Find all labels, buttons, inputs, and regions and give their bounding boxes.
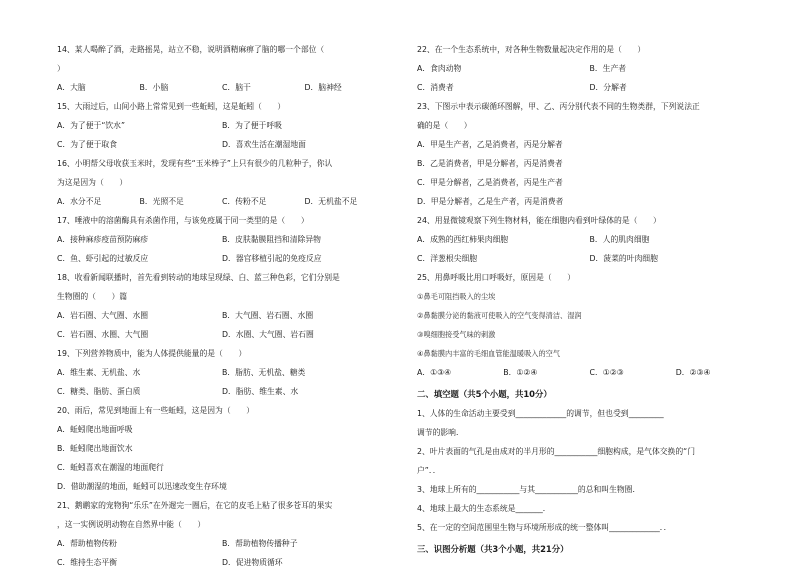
option: A．食肉动物 [417, 64, 462, 73]
text-line: D．借助潮湿的地面，蚯蚓可以迅速改变生存环境 [57, 482, 227, 491]
text-line: 20、雨后，常见到地面上有一些蚯蚓，这是因为（ ） [57, 406, 255, 415]
option: D．器官移植引起的免疫反应 [222, 254, 322, 263]
option: B．小脑 [139, 83, 169, 92]
option: A．成熟的西红柿果肉细胞 [417, 235, 509, 244]
option: D．水圈、大气圈、岩石圈 [222, 330, 314, 339]
section-heading: 二、填空题（共5个小题，共10分） [417, 389, 552, 399]
left-column [57, 40, 387, 572]
option: C．传粉不足 [222, 197, 267, 206]
text-line: ，这一实例说明动物在自然界中能（ ） [57, 520, 206, 529]
option: A．水分不足 [57, 197, 102, 206]
text-line: 4、地球上最大的生态系统是_______． [417, 504, 551, 513]
right-column [417, 40, 762, 559]
option-row [57, 325, 387, 344]
section-heading: 三、识图分析题（共3个小题，共21分） [417, 544, 569, 554]
text-line: 3、地球上所有的___________与其___________的总和叫生物圈． [417, 485, 641, 494]
option-row [57, 192, 387, 211]
option: B．生产者 [589, 64, 627, 73]
text-line: D．甲是分解者，乙是生产者，丙是消费者 [417, 197, 564, 206]
option: C．岩石圈、水圈、大气圈 [57, 330, 149, 339]
text-line: B．乙是消费者，甲是分解者，丙是消费者 [417, 159, 563, 168]
option-row [417, 249, 762, 268]
option: C．糖类、脂肪、蛋白质 [57, 387, 141, 396]
option-row [57, 553, 387, 572]
option: B．光照不足 [139, 197, 184, 206]
text-line: ） [57, 64, 65, 73]
option: A．①③④ [417, 368, 452, 377]
option: D．喜欢生活在潮湿地面 [222, 140, 306, 149]
option-row [57, 382, 387, 401]
option: C．脑干 [222, 83, 251, 92]
option: B．人的肌肉细胞 [589, 235, 650, 244]
text-line: B．蚯蚓爬出地面饮水 [57, 444, 133, 453]
statement-line: ③嗅细胞接受气味的刺激 [417, 330, 496, 339]
option: A．为了便于“饮水” [57, 121, 125, 130]
option: A．岩石圈、大气圈、水圈 [57, 311, 149, 320]
text-line: 23、下图示中表示碳循环图解，甲、乙、丙分别代表不同的生物类群，下列说法正 [417, 102, 700, 111]
text-line: C．甲是分解者，乙是消费者，丙是生产者 [417, 178, 563, 187]
text-line: 17、唾液中的溶菌酶具有杀菌作用，与该免疫属于同一类型的是（ ） [57, 216, 309, 225]
option: D．分解者 [589, 83, 627, 92]
option: D．促进物质循环 [222, 558, 283, 567]
option: B．①②④ [503, 368, 538, 377]
text-line: 21、鹅鹕家的宠物狗“乐乐”在外遛完一圈后，在它的皮毛上粘了很多苍耳的果实 [57, 501, 333, 510]
option-row [417, 363, 762, 382]
option: D．②③④ [675, 368, 711, 377]
option: B．为了便于呼吸 [222, 121, 282, 130]
text-line: 2、叶片表面的气孔是由成对的半月形的___________细胞构成，是气体交换的“门 [417, 447, 695, 456]
text-line: 14、某人喝醉了酒，走路摇晃，站立不稳，说明酒精麻痹了脑的哪一个部位（ [57, 45, 325, 54]
option: D．脂肪、维生素、水 [222, 387, 299, 396]
option: C．①②③ [589, 368, 624, 377]
option: C．洋葱根尖细胞 [417, 254, 478, 263]
option-row [57, 78, 387, 97]
text-line: A．甲是生产者，乙是消费者，丙是分解者 [417, 140, 563, 149]
text-line: A．蚯蚓爬出地面呼吸 [57, 425, 133, 434]
option: C．为了便于取食 [57, 140, 118, 149]
text-line: 1、人体的生命活动主要受到_____________的调节，但也受到_________ [417, 409, 664, 418]
text-line: 19、下列营养物质中，能为人体提供能量的是（ ） [57, 349, 247, 358]
option: A．维生素、无机盐、水 [57, 368, 141, 377]
text-line: 5、在一定的空间范围里生物与环境所形成的统一整体叫_____________．． [417, 523, 672, 532]
option-row [57, 363, 387, 382]
option: A．大脑 [57, 83, 86, 92]
option-row [57, 230, 387, 249]
statement-line: ②鼻黏膜分泌的黏液可使吸入的空气变得清洁、湿润 [417, 311, 582, 320]
text-line: C．蚯蚓喜欢在潮湿的地面爬行 [57, 463, 164, 472]
option: B．帮助植物传播种子 [222, 539, 298, 548]
option-row [417, 230, 762, 249]
text-line: 15、大雨过后，山间小路上常常见到一些蚯蚓，这是蚯蚓（ ） [57, 102, 286, 111]
option-row [417, 78, 762, 97]
option-row [417, 59, 762, 78]
option-row [57, 249, 387, 268]
text-line: 调节的影响． [417, 428, 464, 437]
option: C．鱼、虾引起的过敏反应 [57, 254, 149, 263]
text-line: 18、收看新闻联播时，首先看到转动的地球呈现绿、白、蓝三种色彩，它们分别是 [57, 273, 340, 282]
option: A．接种麻疹疫苗预防麻疹 [57, 235, 149, 244]
text-line: 24、用显微镜观察下列生物材料，能在细胞内看到叶绿体的是（ ） [417, 216, 661, 225]
text-line: 户”．． [417, 466, 441, 475]
text-line: 为这是因为（ ） [57, 178, 128, 187]
text-line: 生物圈的（ ）篇 [57, 292, 128, 301]
text-line: 16、小明帮父母收获玉米时，发现有些“玉米棒子”上只有很少的几粒种子，你认 [57, 159, 333, 168]
option-row [57, 135, 387, 154]
option: D．脑神经 [304, 83, 342, 92]
option: B．皮肤黏膜阻挡和清除异物 [222, 235, 321, 244]
statement-line: ①鼻毛可阻挡吸入的尘埃 [417, 292, 496, 301]
option: B．大气圈、岩石圈、水圈 [222, 311, 314, 320]
option: A．帮助植物传粉 [57, 539, 117, 548]
option: C．维持生态平衡 [57, 558, 118, 567]
text-line: 25、用鼻呼吸比用口呼吸好，原因是（ ） [417, 273, 576, 282]
option: D．无机盐不足 [304, 197, 358, 206]
statement-line: ④鼻黏膜内丰富的毛细血管能温暖吸入的空气 [417, 349, 561, 358]
option: B．脂肪、无机盐、糖类 [222, 368, 306, 377]
option: D．菠菜的叶肉细胞 [589, 254, 658, 263]
option-row [57, 116, 387, 135]
option: C．消费者 [417, 83, 454, 92]
text-line: 22、在一个生态系统中，对各种生物数量起决定作用的是（ ） [417, 45, 646, 54]
option-row [57, 534, 387, 553]
text-line: 确的是（ ） [417, 121, 472, 130]
option-row [57, 306, 387, 325]
